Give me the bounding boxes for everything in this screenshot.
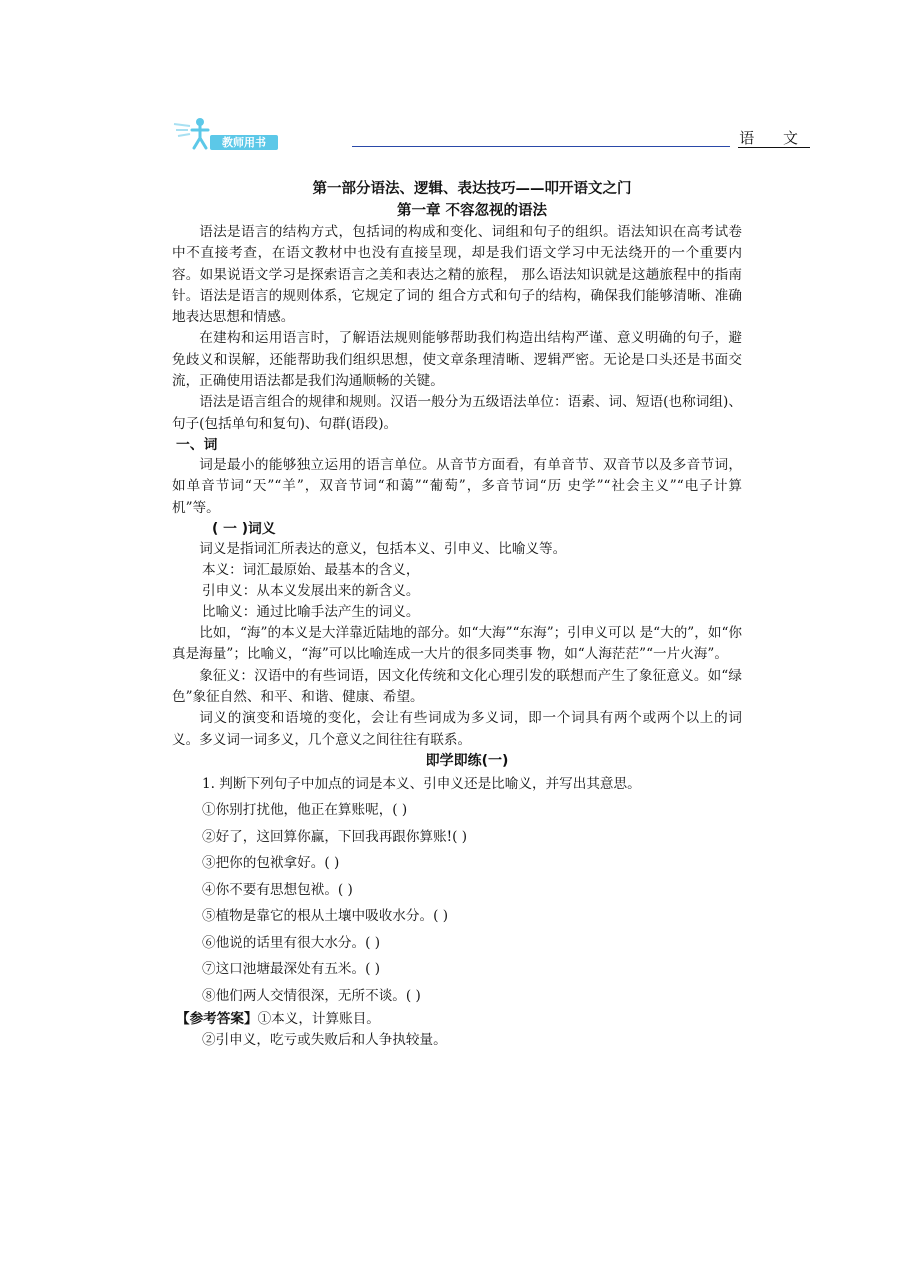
intro-paragraph: 语法是语言组合的规律和规则。汉语一般分为五级语法单位：语素、词、短语(也称词组)、句子(包括单句和复句)、句群(语段)。: [172, 394, 742, 432]
section-heading: 一、词: [176, 436, 218, 453]
subsection-paragraph: 比如，“海”的本义是大洋靠近陆地的部分。如“大海”“东海”；引申义可以 是“大的”，如“你真是海量”；比喻义，“海”可以比喻连成一大片的很多同类事 物，如“人海茫茫”“一片火海”。: [172, 625, 742, 663]
subsection-paragraph: 象征义：汉语中的有些词语，因文化传统和文化心理引发的联想而产生了象征意义。如“绿色”象征自然、和平、和谐、健康、希望。: [172, 667, 742, 706]
answer-line: ②引申义，吃亏或失败后和人争执较量。: [202, 1032, 447, 1049]
intro-paragraph: 在建构和运用语言时，了解语法规则能够帮助我们构造出结构严谨、意义明确的句子，避免歧义和误解，还能帮助我们组织思想，使文章条理清晰、逻辑严密。无论是口头还是书面交流，正确使用语法都是我们沟通顺畅的关键。: [172, 330, 742, 390]
answer-text: ①本义，计算账目。: [257, 1011, 380, 1028]
subsection-heading: ( 一 )词义: [212, 520, 276, 537]
definition-line: 本义：词汇最原始、最基本的含义，: [202, 562, 420, 579]
definition-line: 引申义：从本义发展出来的新含义。: [202, 583, 420, 600]
subsection-paragraph: 词义是指词汇所表达的意义，包括本义、引申义、比喻义等。: [199, 540, 567, 557]
page-header: [170, 112, 810, 152]
header-rule: [352, 146, 730, 147]
exercise-item: ②好了，这回算你赢，下回我再跟你算账!( ): [202, 828, 468, 845]
exercise-item: ①你别打扰他，他正在算账呢，( ): [202, 802, 408, 819]
exercise-item: ⑧他们两人交情很深，无所不谈。( ): [202, 987, 421, 1004]
chapter-title: 第一章 不容忽视的语法: [396, 203, 548, 219]
page-content: [172, 178, 742, 1051]
answer-label: 【参考答案】: [176, 1011, 258, 1028]
teacher-book-logo: [170, 112, 282, 152]
exercise-item: ⑦这口池塘最深处有五米。( ): [202, 961, 381, 978]
subsection-paragraph: 词义的演变和语境的变化，会让有些词成为多义词，即一个词具有两个或两个以上的词义。多义词一词多义，几个意义之间往往有联系。: [172, 710, 742, 748]
subject-label: 语 文: [739, 129, 810, 147]
exercise-item: ⑥他说的话里有很大水分。( ): [202, 934, 381, 951]
exercise-item: ⑤植物是靠它的根从土壤中吸收水分。( ): [202, 908, 449, 925]
logo-label: 教师用书: [210, 135, 278, 150]
part-title: 第一部分语法、逻辑、表达技巧——叩开语文之门: [312, 181, 632, 197]
exercise-title: 即学即练(一): [425, 752, 509, 769]
exercise-item: ③把你的包袱拿好。( ): [202, 855, 340, 872]
answer-line: [172, 1009, 742, 1030]
section-paragraph: 词是最小的能够独立运用的语言单位。从音节方面看，有单音节、双音节以及多音节词，如单音节词“天”“羊”，双音节词“和蔼”“葡萄”，多音节词“历 史学”“社会主义”“电子计算机”等。: [172, 456, 742, 516]
exercise-instruction: 1. 判断下列句子中加点的词是本义、引申义还是比喻义，并写出其意思。: [202, 775, 641, 792]
intro-paragraph: 语法是语言的结构方式，包括词的构成和变化、词组和句子的组织。语法知识在高考试卷中不直接考查，在语文教材中也没有直接呈现，却是我们语文学习中无法绕开的一个重要内容。如果说语文学习是探索语言之美和表达之精的旅程， 那么语法知识就是这趟旅程中的指南针。语法是语言的规则体系，它规定了词的 组合方式和句子的结构，确保我们能够清晰、准确地表达思想和情感。: [172, 224, 742, 326]
definition-line: 比喻义：通过比喻手法产生的词义。: [202, 604, 420, 621]
exercise-item: ④你不要有思想包袱。( ): [202, 881, 353, 898]
